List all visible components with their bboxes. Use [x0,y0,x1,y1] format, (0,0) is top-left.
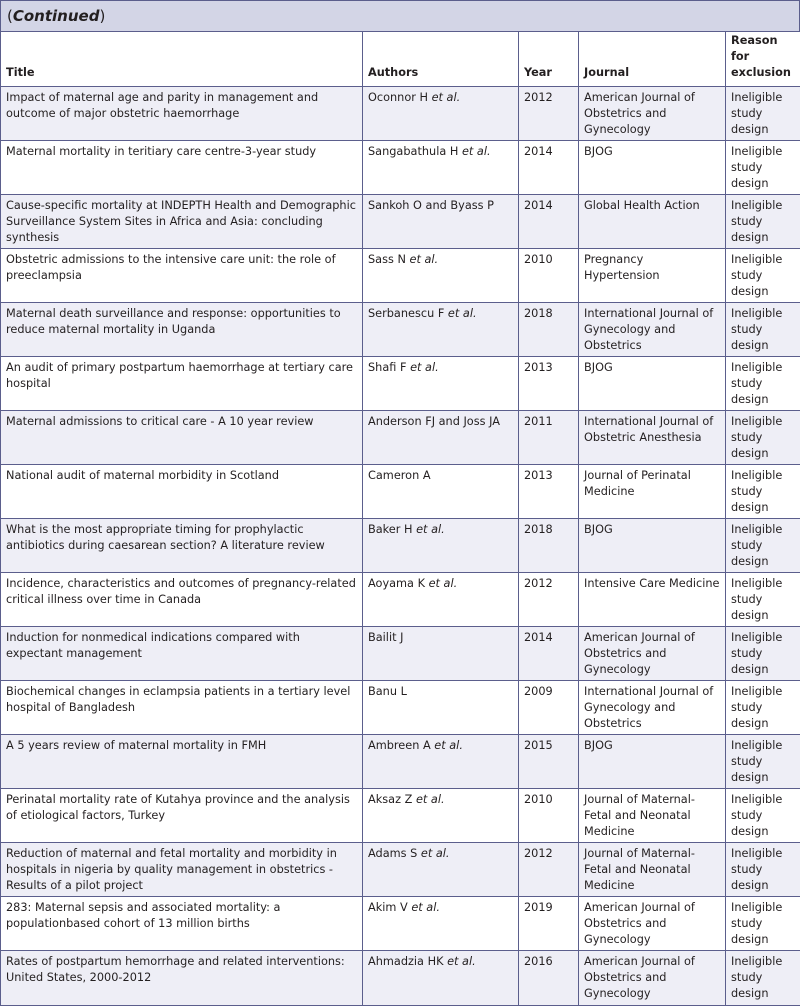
author-name: Shafi F [368,361,406,374]
cell-authors [363,195,519,249]
cell-authors [363,141,519,195]
cell-year: 2018 [519,303,579,357]
cell-reason: Ineligible study design [726,87,800,141]
cell-reason: Ineligible study design [726,735,800,789]
cell-year: 2009 [519,681,579,735]
cell-authors [363,303,519,357]
table-row [1,87,800,141]
table-row [1,951,800,1006]
cell-title: Induction for nonmedical indications compared with expectant management [1,627,363,681]
cell-reason: Ineligible study design [726,897,800,951]
cell-title: An audit of primary postpartum haemorrhage at tertiary care hospital [1,357,363,411]
author-name: Sankoh O and Byass P [368,199,494,212]
cell-authors [363,843,519,897]
cell-year: 2013 [519,357,579,411]
table-row [1,627,800,681]
cell-reason: Ineligible study design [726,195,800,249]
cell-reason: Ineligible study design [726,357,800,411]
cell-year: 2014 [519,195,579,249]
cell-reason: Ineligible study design [726,465,800,519]
cell-year: 2016 [519,951,579,1006]
column-header-reason: Reason for exclusion [726,32,800,87]
excluded-studies-table [0,31,800,1006]
et-al: et al. [432,91,461,104]
author-name: Oconnor H [368,91,428,104]
cell-title: Maternal mortality in teritiary care centre-3-year study [1,141,363,195]
cell-authors [363,789,519,843]
cell-year: 2015 [519,735,579,789]
cell-journal: American Journal of Obstetrics and Gynecology [579,627,726,681]
cell-year: 2010 [519,789,579,843]
table-row [1,897,800,951]
cell-journal: Intensive Care Medicine [579,573,726,627]
cell-title: Cause-specific mortality at INDEPTH Health and Demographic Surveillance System Sites in Africa and Asia: concluding synthesis [1,195,363,249]
cell-reason: Ineligible study design [726,249,800,303]
cell-reason: Ineligible study design [726,411,800,465]
table-header-row [1,32,800,87]
cell-reason: Ineligible study design [726,789,800,843]
et-al: et al. [410,361,439,374]
et-al: et al. [421,847,450,860]
cell-authors [363,465,519,519]
et-al: et al. [416,523,445,536]
et-al: et al. [434,739,463,752]
cell-year: 2014 [519,627,579,681]
cell-journal: International Journal of Obstetric Anesthesia [579,411,726,465]
cell-title: Reduction of maternal and fetal mortality and morbidity in hospitals in nigeria by quality management in obstetrics - Results of a pilot project [1,843,363,897]
cell-reason: Ineligible study design [726,519,800,573]
cell-authors [363,519,519,573]
column-header-authors: Authors [363,32,519,87]
cell-journal: BJOG [579,357,726,411]
cell-year: 2012 [519,87,579,141]
cell-journal: International Journal of Gynecology and Obstetrics [579,681,726,735]
cell-title: What is the most appropriate timing for prophylactic antibiotics during caesarean section? A literature review [1,519,363,573]
cell-year: 2018 [519,519,579,573]
cell-year: 2010 [519,249,579,303]
author-name: Sass N [368,253,406,266]
cell-journal: BJOG [579,735,726,789]
cell-journal: Pregnancy Hypertension [579,249,726,303]
cell-year: 2012 [519,843,579,897]
cell-authors [363,951,519,1006]
author-name: Aoyama K [368,577,425,590]
table-row [1,195,800,249]
et-al: et al. [448,307,477,320]
table-row [1,465,800,519]
cell-authors [363,573,519,627]
cell-title: Maternal death surveillance and response: opportunities to reduce maternal mortality in Uganda [1,303,363,357]
author-name: Bailit J [368,631,403,644]
table-row [1,141,800,195]
cell-title: Maternal admissions to critical care - A 10 year review [1,411,363,465]
cell-authors [363,249,519,303]
cell-reason: Ineligible study design [726,843,800,897]
cell-title: Incidence, characteristics and outcomes of pregnancy-related critical illness over time in Canada [1,573,363,627]
author-name: Sangabathula H [368,145,458,158]
author-name: Serbanescu F [368,307,444,320]
cell-reason: Ineligible study design [726,681,800,735]
table-row [1,681,800,735]
cell-authors [363,735,519,789]
cell-journal: Journal of Maternal-Fetal and Neonatal Medicine [579,789,726,843]
cell-title: Impact of maternal age and parity in management and outcome of major obstetric haemorrhage [1,87,363,141]
cell-title: A 5 years review of maternal mortality in FMH [1,735,363,789]
cell-journal: Global Health Action [579,195,726,249]
cell-authors [363,357,519,411]
continued-open-paren: ( [7,7,13,25]
cell-title: Rates of postpartum hemorrhage and related interventions: United States, 2000-2012 [1,951,363,1006]
table-row [1,789,800,843]
table-row [1,573,800,627]
cell-journal: American Journal of Obstetrics and Gynecology [579,897,726,951]
et-al: et al. [447,955,476,968]
author-name: Aksaz Z [368,793,412,806]
table-row [1,411,800,465]
column-header-title: Title [1,32,363,87]
column-header-journal: Journal [579,32,726,87]
author-name: Ambreen A [368,739,431,752]
column-header-year: Year [519,32,579,87]
author-name: Adams S [368,847,417,860]
cell-journal: BJOG [579,141,726,195]
author-name: Anderson FJ and Joss JA [368,415,500,428]
cell-title: National audit of maternal morbidity in Scotland [1,465,363,519]
cell-journal: Journal of Maternal-Fetal and Neonatal Medicine [579,843,726,897]
cell-journal: International Journal of Gynecology and Obstetrics [579,303,726,357]
cell-reason: Ineligible study design [726,303,800,357]
cell-authors [363,627,519,681]
continued-close-paren: ) [99,7,105,25]
cell-reason: Ineligible study design [726,573,800,627]
cell-title: Biochemical changes in eclampsia patients in a tertiary level hospital of Bangladesh [1,681,363,735]
cell-year: 2013 [519,465,579,519]
continued-word: Continued [13,7,100,25]
table-row [1,249,800,303]
table-row [1,519,800,573]
cell-title: 283: Maternal sepsis and associated mortality: a populationbased cohort of 13 million births [1,897,363,951]
cell-reason: Ineligible study design [726,141,800,195]
author-name: Baker H [368,523,413,536]
et-al: et al. [429,577,458,590]
author-name: Akim V [368,901,408,914]
cell-title: Obstetric admissions to the intensive care unit: the role of preeclampsia [1,249,363,303]
cell-journal: BJOG [579,519,726,573]
et-al: et al. [411,901,440,914]
cell-authors [363,681,519,735]
continued-label [7,7,105,25]
cell-authors [363,87,519,141]
author-name: Ahmadzia HK [368,955,443,968]
cell-year: 2011 [519,411,579,465]
cell-reason: Ineligible study design [726,951,800,1006]
author-name: Cameron A [368,469,431,482]
cell-year: 2019 [519,897,579,951]
cell-year: 2012 [519,573,579,627]
table-row [1,843,800,897]
cell-journal: American Journal of Obstetrics and Gynecology [579,951,726,1006]
table-row [1,303,800,357]
table-body [1,87,800,1006]
cell-title: Perinatal mortality rate of Kutahya province and the analysis of etiological factors, Turkey [1,789,363,843]
cell-reason: Ineligible study design [726,627,800,681]
author-name: Banu L [368,685,407,698]
et-al: et al. [462,145,491,158]
cell-authors [363,411,519,465]
table-row [1,357,800,411]
cell-authors [363,897,519,951]
cell-journal: American Journal of Obstetrics and Gynecology [579,87,726,141]
cell-year: 2014 [519,141,579,195]
et-al: et al. [410,253,439,266]
cell-journal: Journal of Perinatal Medicine [579,465,726,519]
et-al: et al. [416,793,445,806]
table-row [1,735,800,789]
continued-banner [0,0,800,31]
